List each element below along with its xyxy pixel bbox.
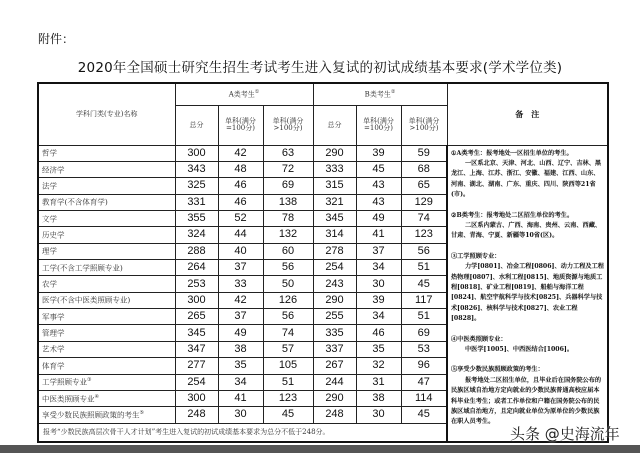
score-a-0: 324 <box>175 227 218 243</box>
score-b-2: 59 <box>401 145 447 161</box>
note-item: ⑤享受少数民族照顾政策的考生： 报考地处二区招生单位，且毕业后在国务院公布的民族区域自治地方定向就业的少数民族普通高校应届本科毕业生考生；或者工作单位和户籍在国务院公布的民族区域自治地方，且定向就业单位为原单位的少数民族在职人员考生。 <box>451 366 602 426</box>
score-a-2: 45 <box>263 407 313 423</box>
score-b-0: 333 <box>313 161 356 177</box>
score-b-0: 255 <box>313 309 356 325</box>
score-b-0: 254 <box>313 260 356 276</box>
score-a-2: 56 <box>263 309 313 325</box>
subject-name: 理学 <box>38 243 175 259</box>
score-b-2: 68 <box>401 161 447 177</box>
remarks-header: 备 注 <box>447 83 608 145</box>
score-a-2: 126 <box>263 292 313 308</box>
score-b-1: 39 <box>356 145 401 161</box>
score-a-1: 44 <box>218 227 263 243</box>
a-single100-header: 单科(满分=100分) <box>218 105 263 145</box>
subject-name: 教育学(不含体育学) <box>38 194 175 210</box>
score-b-2: 51 <box>401 309 447 325</box>
group-a-header: A类考生① <box>175 83 313 105</box>
remarks-notes <box>447 145 608 442</box>
score-a-1: 46 <box>218 194 263 210</box>
score-a-2: 50 <box>263 276 313 292</box>
note-item: ③工学照顾专业： 力学[0801]、冶金工程[0806]、动力工程及工程热物理[0807]、水利工程[0815]、地质资源与地质工程[0818]、矿业工程[0819]、船舶与海洋工程[0824]、航空宇航科学与技术[0825]、兵器科学与技术[0826]、核科学与技术[0827]、农业工程[0828]。 <box>451 252 604 323</box>
score-b-1: 38 <box>356 390 401 406</box>
score-a-2: 74 <box>263 325 313 341</box>
score-b-0: 315 <box>313 178 356 194</box>
score-b-1: 30 <box>356 276 401 292</box>
score-a-0: 355 <box>175 210 218 226</box>
subject-name: 享受少数民族照顾政策的考生⑤ <box>38 407 175 423</box>
score-b-2: 96 <box>401 358 447 374</box>
score-a-1: 52 <box>218 210 263 226</box>
subject-name: 文学 <box>38 210 175 226</box>
score-b-1: 49 <box>356 210 401 226</box>
note-item: ①A类考生：报考地处一区招生单位的考生。 一区系北京、天津、河北、山西、辽宁、吉林、黑龙江、上海、江苏、浙江、安徽、福建、江西、山东、河南、湖北、湖南、广东、重庆、四川、陕西等21省(市)。 <box>451 149 602 199</box>
b-total-header: 总分 <box>313 105 356 145</box>
score-a-1: 41 <box>218 390 263 406</box>
score-b-0: 267 <box>313 358 356 374</box>
score-b-0: 290 <box>313 390 356 406</box>
watermark: 头条 @史海流年 <box>510 425 620 443</box>
score-b-0: 290 <box>313 145 356 161</box>
score-b-2: 56 <box>401 243 447 259</box>
score-a-0: 264 <box>175 260 218 276</box>
subject-name: 艺术学 <box>38 341 175 357</box>
b-single-over100-header: 单科(满分>100分) <box>401 105 447 145</box>
score-a-0: 300 <box>175 292 218 308</box>
score-a-0: 300 <box>175 390 218 406</box>
score-a-1: 40 <box>218 243 263 259</box>
score-a-2: 57 <box>263 341 313 357</box>
score-a-1: 37 <box>218 260 263 276</box>
score-b-1: 31 <box>356 374 401 390</box>
subject-name: 经济学 <box>38 161 175 177</box>
score-b-0: 278 <box>313 243 356 259</box>
score-a-2: 60 <box>263 243 313 259</box>
score-a-0: 253 <box>175 276 218 292</box>
score-b-2: 74 <box>401 210 447 226</box>
score-b-2: 53 <box>401 341 447 357</box>
score-a-2: 78 <box>263 210 313 226</box>
score-b-2: 129 <box>401 194 447 210</box>
score-b-2: 69 <box>401 325 447 341</box>
subject-name: 历史学 <box>38 227 175 243</box>
a-total-header: 总分 <box>175 105 218 145</box>
score-a-2: 56 <box>263 260 313 276</box>
subject-name: 工学(不含工学照顾专业) <box>38 260 175 276</box>
score-b-2: 123 <box>401 227 447 243</box>
score-b-0: 244 <box>313 374 356 390</box>
score-a-1: 49 <box>218 325 263 341</box>
score-a-2: 51 <box>263 374 313 390</box>
subject-name: 工学照顾专业③ <box>38 374 175 390</box>
footnote: 报考“少数民族高层次骨干人才计划”考生进入复试的初试成绩基本要求为总分不低于248分。 <box>38 423 447 442</box>
score-b-0: 243 <box>313 276 356 292</box>
subject-name: 医学(不含中医类照顾专业) <box>38 292 175 308</box>
score-a-2: 132 <box>263 227 313 243</box>
score-b-2: 51 <box>401 260 447 276</box>
score-a-1: 46 <box>218 178 263 194</box>
page-title: 2020年全国硕士研究生招生考试考生进入复试的初试成绩基本要求(学术学位类) <box>77 60 563 76</box>
note-item: ④中医类照顾专业： 中医学[1005]、中西医结合[1006]。 <box>451 335 574 353</box>
score-b-0: 314 <box>313 227 356 243</box>
score-a-0: 288 <box>175 243 218 259</box>
score-b-0: 345 <box>313 210 356 226</box>
score-b-0: 321 <box>313 194 356 210</box>
score-b-1: 32 <box>356 358 401 374</box>
score-b-1: 45 <box>356 161 401 177</box>
bottom-bar <box>0 445 640 453</box>
attachment-label: 附件： <box>38 32 75 46</box>
b-single100-header: 单科(满分=100分) <box>356 105 401 145</box>
score-a-1: 48 <box>218 161 263 177</box>
score-a-2: 123 <box>263 390 313 406</box>
score-a-1: 34 <box>218 374 263 390</box>
subject-name: 法学 <box>38 178 175 194</box>
score-b-1: 43 <box>356 178 401 194</box>
score-a-0: 331 <box>175 194 218 210</box>
score-b-0: 290 <box>313 292 356 308</box>
score-b-1: 34 <box>356 309 401 325</box>
group-b-header: B类考生② <box>313 83 447 105</box>
score-b-1: 34 <box>356 260 401 276</box>
score-a-0: 347 <box>175 341 218 357</box>
score-b-1: 43 <box>356 194 401 210</box>
score-b-2: 117 <box>401 292 447 308</box>
score-b-0: 248 <box>313 407 356 423</box>
score-table <box>37 82 609 443</box>
score-a-0: 345 <box>175 325 218 341</box>
subject-name: 管理学 <box>38 325 175 341</box>
score-a-0: 248 <box>175 407 218 423</box>
score-a-2: 72 <box>263 161 313 177</box>
score-a-2: 138 <box>263 194 313 210</box>
a-single-over100-header: 单科(满分>100分) <box>263 105 313 145</box>
subject-name: 哲学 <box>38 145 175 161</box>
subject-name: 中医类照顾专业④ <box>38 390 175 406</box>
score-a-1: 38 <box>218 341 263 357</box>
table-row <box>38 145 608 161</box>
score-b-1: 41 <box>356 227 401 243</box>
score-a-2: 69 <box>263 178 313 194</box>
score-a-1: 37 <box>218 309 263 325</box>
score-b-2: 45 <box>401 407 447 423</box>
score-a-1: 35 <box>218 358 263 374</box>
score-b-1: 39 <box>356 292 401 308</box>
score-b-2: 45 <box>401 276 447 292</box>
subject-name: 军事学 <box>38 309 175 325</box>
score-a-2: 105 <box>263 358 313 374</box>
score-a-0: 265 <box>175 309 218 325</box>
score-a-1: 42 <box>218 292 263 308</box>
subject-name: 体育学 <box>38 358 175 374</box>
score-b-2: 47 <box>401 374 447 390</box>
score-b-2: 114 <box>401 390 447 406</box>
subject-header: 学科门类(专业)名称 <box>38 83 175 145</box>
score-b-1: 46 <box>356 325 401 341</box>
score-b-0: 337 <box>313 341 356 357</box>
score-a-0: 325 <box>175 178 218 194</box>
score-a-1: 42 <box>218 145 263 161</box>
note-item: ②B类考生：报考地处二区招生单位的考生。 二区系内蒙古、广西、海南、贵州、云南、西藏、甘肃、青海、宁夏、新疆等10省(区)。 <box>451 211 602 240</box>
score-a-2: 63 <box>263 145 313 161</box>
score-a-1: 33 <box>218 276 263 292</box>
score-a-0: 343 <box>175 161 218 177</box>
score-a-0: 277 <box>175 358 218 374</box>
score-b-2: 65 <box>401 178 447 194</box>
score-b-1: 35 <box>356 341 401 357</box>
score-b-0: 335 <box>313 325 356 341</box>
subject-name: 农学 <box>38 276 175 292</box>
score-a-0: 254 <box>175 374 218 390</box>
score-b-1: 30 <box>356 407 401 423</box>
score-a-0: 300 <box>175 145 218 161</box>
score-b-1: 37 <box>356 243 401 259</box>
score-a-1: 30 <box>218 407 263 423</box>
